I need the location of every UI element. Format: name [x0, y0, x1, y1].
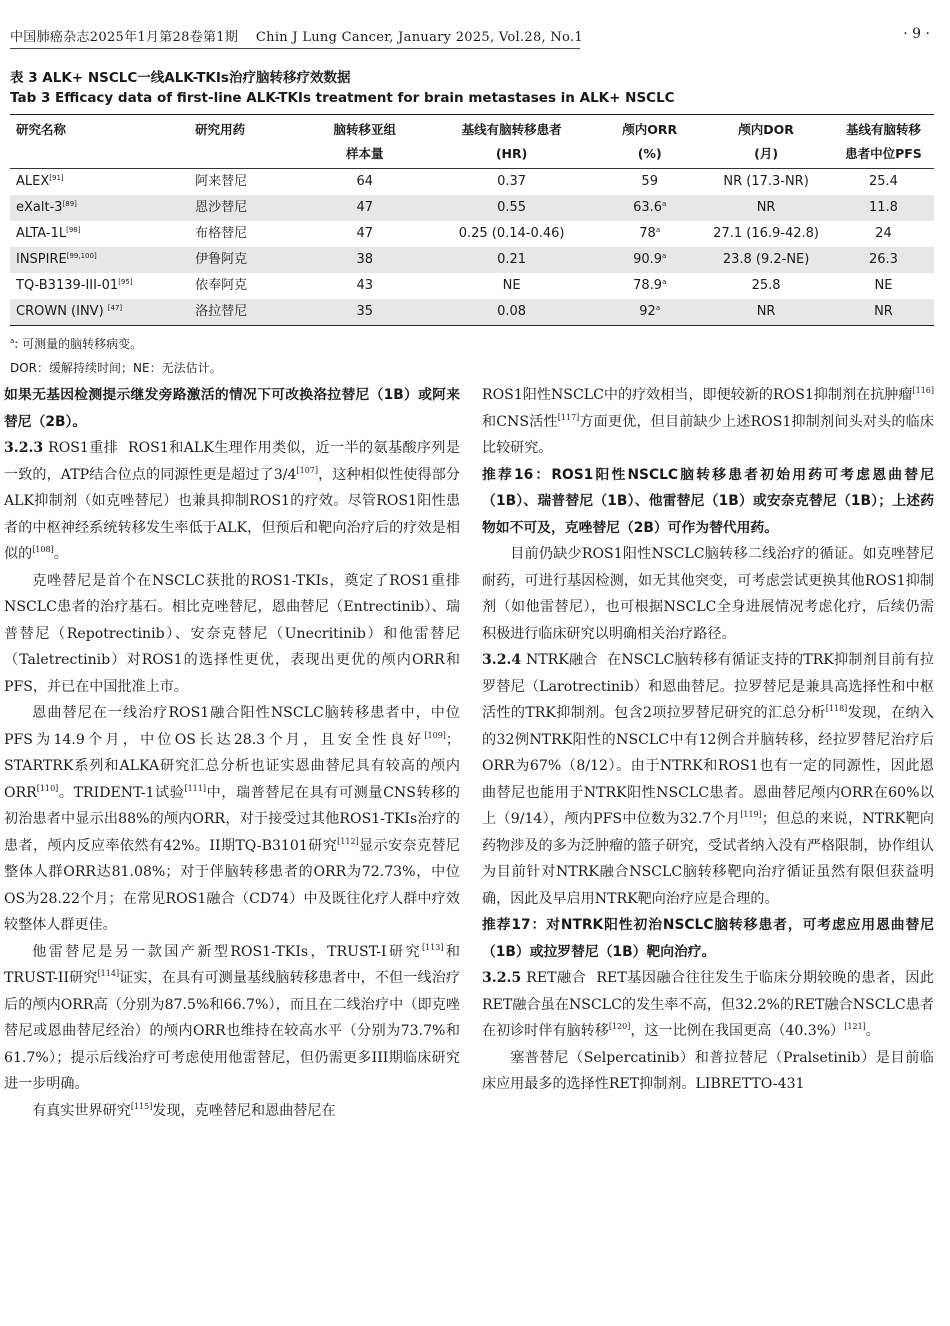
body-column-right [482, 382, 934, 1098]
study-ref: [99,100] [66, 252, 97, 260]
study-name: eXalt-3 [16, 200, 63, 215]
sample-size: 47 [306, 195, 423, 221]
col-header-pfs: 基线有脑转移 患者中位PFS [845, 122, 922, 161]
dor-value: NR [699, 299, 833, 326]
study-ref: [47] [107, 304, 123, 312]
citation: [109] [424, 730, 446, 740]
citation: [112] [337, 836, 359, 846]
hr-value: NE [502, 278, 521, 293]
recommendation-16: 推荐16：ROS1阳性NSCLC脑转移患者初始用药可考虑恩曲替尼（1B）、瑞普替尼（1B）、他雷替尼（1B）或安奈克替尼（1B）；上述药物如不可及，克唑替尼（2B）可作为替代用药。 [482, 466, 934, 536]
paragraph: 恩曲替尼在一线治疗ROS1融合阳性NSCLC脑转移患者中，中位PFS为14.9个月，中位OS长达28.3个月，且安全性良好[109]；STARTRK系列和ALKA研究汇总分析也证实恩曲替尼具有较高的颅内ORR[110]。TRIDENT-1试验[111]中，瑞普替尼在具有可测量CNS转移的初治患者中显示出88%的颅内ORR，对于接受过其他ROS1-TKIs治疗的患者，颅内反应率依然有42%。II期TQ-B3101研究[112]显示安奈克替尼整体人群ORR达81.08%；对于伴脑转移患者的ORR为72.73%，中位OS为28.22个月；在常见ROS1融合（CD74）中及既往化疗人群中疗效较整体人群更佳。 [4, 705, 461, 933]
drug-name: 布格替尼 [195, 226, 248, 241]
pfs-value: 11.8 [833, 195, 934, 221]
dor-value: 27.1 (16.9-42.8) [713, 226, 819, 241]
study-ref: [95] [118, 278, 133, 286]
paragraph: 3.2.4 NTRK融合 在NSCLC脑转移有循证支持的TRK抑制剂目前有拉罗替尼（Larotrectinib）和恩曲替尼。拉罗替尼是兼具高选择性和中枢活性的TRK抑制剂。包含2项拉罗替尼研究的汇总分析[118]发现，在纳入的32例NTRK阳性的NSCLC中有12例合并脑转移，经拉罗替尼治疗后ORR为67%（8/12）。由于NTRK和ROS1也有一定的同源性，因此恩曲替尼也能用于NTRK阳性NSCLC患者。恩曲替尼颅内ORR在60%以上（9/14），颅内PFS中位数为32.7个月[119]；但总的来说，NTRK靶向药物涉及的多为泛肿瘤的篮子研究，受试者纳入没有严格限制，协作组认为目前针对NTRK融合NSCLC脑转移靶向治疗循证虽然有限但获益明确，因此及早启用NTRK靶向治疗应是合理的。 [482, 652, 935, 907]
hr-value: 0.37 [497, 174, 527, 189]
running-header [10, 26, 930, 46]
pfs-value: NR [833, 299, 934, 326]
table-notes [10, 332, 222, 380]
recommendation-17: 推荐17：对NTRK阳性初治NSCLC脑转移患者，可考虑应用恩曲替尼（1B）或拉罗替尼（1B）靶向治疗。 [482, 917, 934, 960]
orr-mark: a [655, 304, 661, 312]
drug-name: 伊鲁阿克 [195, 247, 306, 273]
table-title-en: Tab 3 Efficacy data of first-line ALK-TKIs treatment for brain metastases in ALK+ NSCLC [10, 90, 675, 106]
table-title-cn: 表 3 ALK+ NSCLC一线ALK-TKIs治疗脑转移疗效数据 [10, 70, 351, 86]
study-name: ALEX [16, 174, 50, 189]
hr-value: 0.55 [423, 195, 600, 221]
table-row [10, 195, 934, 221]
hr-value: 0.08 [423, 299, 600, 326]
pfs-value: 24 [875, 226, 892, 241]
orr-value: 78.9 [633, 278, 663, 293]
paragraph: 有真实世界研究[115]发现，克唑替尼和恩曲替尼在 [32, 1101, 336, 1119]
sample-size: 38 [306, 247, 423, 273]
drug-name: 洛拉替尼 [195, 299, 306, 326]
citation: [111] [184, 783, 206, 793]
table-top-rule [10, 114, 934, 115]
study-name: TQ-B3139-III-01 [16, 278, 119, 293]
orr-mark: a [662, 252, 667, 260]
col-header-orr: 颅内ORR (%) [622, 122, 678, 161]
study-name: ALTA-1L [16, 226, 67, 241]
drug-name: 依奉阿克 [195, 278, 248, 293]
paragraph: 目前仍缺少ROS1阳性NSCLC脑转移二线治疗的循证。如克唑替尼耐药，可进行基因检测，如无其他突变，可考虑尝试更换其他ROS1抑制剂（如他雷替尼），也可根据NSCLC全身进展情况考虑化疗，后续仍需积极进行临床研究以明确相关治疗路径。 [482, 546, 934, 642]
citation: [120] [608, 1022, 631, 1031]
col-header-study: 研究名称 [16, 122, 67, 137]
orr-value: 92 [639, 304, 656, 319]
citation: [110] [36, 783, 59, 793]
table-header-row [10, 116, 934, 169]
sample-size: 64 [356, 174, 373, 189]
hr-value: 0.25 (0.14-0.46) [458, 226, 565, 241]
dor-value: 23.8 (9.2-NE) [699, 247, 833, 273]
table-row [10, 299, 934, 326]
paragraph: 塞普替尼（Selpercatinib）和普拉替尼（Pralsetinib）是目前临床应用最多的选择性RET抑制剂。LIBRETTO-431 [482, 1049, 934, 1092]
paragraph: ROS1阳性NSCLC中的疗效相当，即便较新的ROS1抑制剂在抗肿瘤[116]和CNS活性[117]方面更优，但目前缺少上述ROS1抑制剂间头对头的临床比较研究。 [482, 386, 934, 456]
col-header-dor: 颅内DOR (月) [738, 122, 794, 161]
efficacy-table [10, 116, 934, 326]
study-ref: [98] [66, 226, 81, 234]
citation: [108] [32, 545, 54, 554]
citation: [115] [130, 1101, 153, 1111]
section-title: RET融合 [526, 970, 587, 986]
study-name: INSPIRE [16, 252, 67, 267]
journal-info [10, 26, 583, 45]
table-row [10, 221, 934, 247]
orr-mark: a [662, 278, 667, 286]
orr-mark: a [655, 226, 661, 234]
paragraph: 他雷替尼是另一款国产新型ROS1-TKIs，TRUST-I研究[113]和TRUST-II研究[114]证实，在具有可测量基线脑转移患者中，不但一线治疗后的颅内ORR高（分别为87.5%和66.7%），而且在二线治疗中（即克唑替尼或恩曲替尼经治）的颅内ORR也维持在较高水平（分别为73.7%和61.7%）；提示后线治疗可考虑使用他雷替尼，但仍需更多III期临床研究进一步明确。 [4, 942, 460, 1092]
dor-value: 25.8 [751, 278, 781, 293]
orr-mark: a [662, 200, 667, 208]
citation: [118] [825, 704, 848, 713]
orr-value: 90.9 [633, 252, 663, 267]
col-header-sample: 脑转移亚组 样本量 [333, 122, 396, 161]
study-ref: [89] [62, 200, 77, 208]
paragraph: 3.2.3 ROS1重排 ROS1和ALK生理作用类似，近一半的氨基酸序列是一致的，ATP结合位点的同源性更是超过了3/4[107]，这种相似性使得部分ALK抑制剂（如克唑替尼）也兼具抑制ROS1的疗效。尽管ROS1阳性患者的中枢神经系统转移发生率低于ALK，但预后和靶向治疗后的疗效是相似的[108]。 [4, 440, 460, 562]
citation: [119] [740, 810, 762, 819]
table-row [10, 273, 934, 299]
col-header-drug: 研究用药 [195, 122, 246, 137]
sample-size: 47 [356, 226, 373, 241]
table-note-abbr: DOR：缓解持续时间；NE：无法估计。 [10, 361, 222, 375]
pfs-value: 26.3 [833, 247, 934, 273]
paragraph: 3.2.5 RET融合 RET基因融合往往发生于临床分期较晚的患者，因此RET融合虽在NSCLC的发生率不高，但32.2%的RET融合NSCLC患者在初诊时伴有脑转移[120]，这一比例在我国更高（40.3%）[121]。 [482, 970, 934, 1039]
header-rule [10, 48, 580, 49]
recommendation-continued: 如果无基因检测提示继发旁路激活的情况下可改换洛拉替尼（1B）或阿来替尼（2B）。 [4, 387, 460, 430]
citation: [114] [97, 969, 120, 978]
study-ref: [91] [49, 174, 64, 182]
hr-value: 0.21 [423, 247, 600, 273]
citation: [113] [421, 942, 444, 952]
citation: [116] [912, 386, 934, 395]
paragraph: 克唑替尼是首个在NSCLC获批的ROS1-TKIs，奠定了ROS1重排NSCLC患者的治疗基石。相比克唑替尼，恩曲替尼（Entrectinib）、瑞普替尼（Repotrectinib）、安奈克替尼（Unecritinib）和他雷替尼（Taletrectinib）对ROS1的选择性更优，表现出更优的颅内ORR和PFS，并已在中国批准上市。 [4, 572, 460, 695]
citation: [107] [296, 465, 318, 475]
journal-en: Chin J Lung Cancer, January 2025, Vol.28, No.1 [255, 30, 583, 45]
col-header-hr: 基线有脑转移患者 (HR) [461, 122, 562, 161]
dor-value: NR (17.3-NR) [723, 174, 809, 189]
sample-size: 43 [356, 278, 373, 293]
pfs-value: NE [874, 278, 893, 293]
section-number: 3.2.3 [4, 440, 44, 456]
page-number: · 9 · [903, 26, 930, 42]
study-name: CROWN (INV) [16, 304, 108, 319]
journal-cn: 中国肺癌杂志2025年1月第28卷第1期 [10, 30, 239, 45]
drug-name: 恩沙替尼 [195, 195, 306, 221]
orr-value: 63.6 [633, 200, 663, 215]
orr-value: 59 [641, 174, 658, 189]
citation: [117] [557, 412, 580, 422]
table-note-a: $^a$: 可测量的脑转移病变。 [10, 337, 143, 351]
table-row [10, 169, 934, 196]
drug-name: 阿来替尼 [195, 174, 248, 189]
table-row [10, 247, 934, 273]
orr-value: 78 [639, 226, 656, 241]
section-number: 3.2.4 [482, 652, 522, 668]
dor-value: NR [699, 195, 833, 221]
section-number: 3.2.5 [482, 970, 522, 986]
section-title: NTRK融合 [525, 652, 598, 668]
section-title: ROS1重排 [48, 440, 119, 456]
body-column-left [4, 382, 460, 1124]
pfs-value: 25.4 [868, 174, 898, 189]
citation: [121] [844, 1022, 866, 1031]
sample-size: 35 [306, 299, 423, 326]
